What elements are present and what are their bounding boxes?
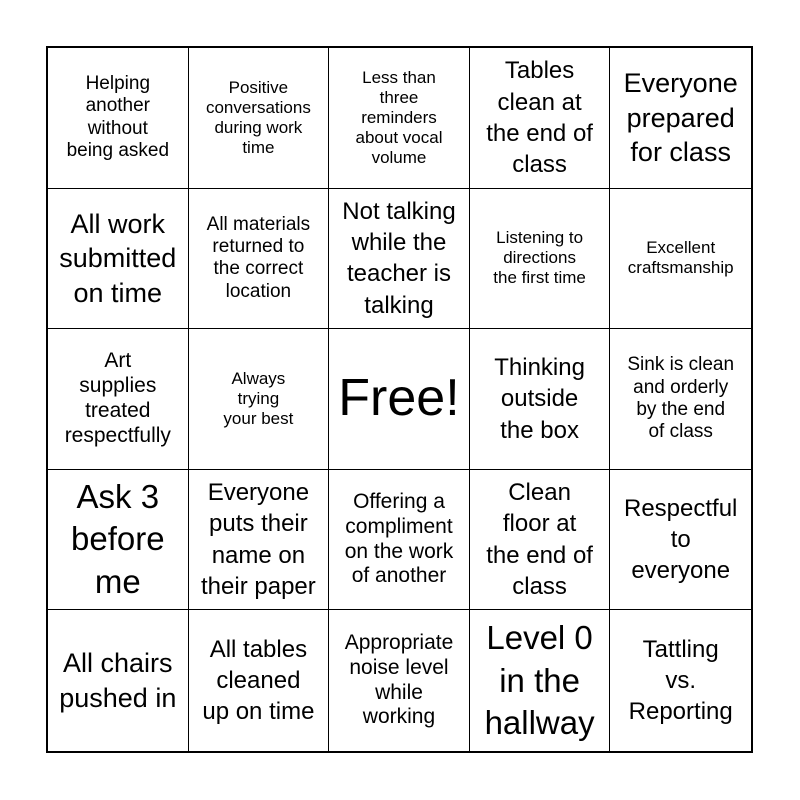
cell-text: All work submitted on time [59, 208, 177, 308]
bingo-cell[interactable] [610, 470, 751, 611]
cell-text: Ask 3 before me [71, 478, 165, 600]
bingo-cell[interactable] [329, 470, 470, 611]
cell-text: Sink is clean and orderly by the end of class [627, 354, 735, 443]
cell-text: Tattling vs. Reporting [628, 635, 733, 726]
bingo-cell[interactable] [189, 610, 330, 751]
bingo-cell[interactable] [470, 610, 611, 751]
cell-text: All chairs pushed in [59, 648, 177, 713]
bingo-cell[interactable] [470, 48, 611, 189]
cell-text: All tables cleaned up on time [202, 635, 315, 726]
cell-text: Tables clean at the end of class [486, 57, 593, 178]
cell-text: Not talking while the teacher is talking [342, 198, 456, 319]
cell-text: Everyone prepared for class [623, 67, 738, 168]
bingo-cell[interactable] [329, 48, 470, 189]
cell-text: Less than three reminders about vocal volume [355, 67, 443, 167]
cell-text: Appropriate noise level while working [344, 631, 454, 729]
bingo-cell[interactable] [189, 470, 330, 611]
cell-text: Level 0 in the hallway [484, 619, 595, 741]
bingo-cell[interactable] [329, 189, 470, 330]
bingo-cell[interactable] [48, 48, 189, 189]
cell-text: Thinking outside the box [494, 354, 585, 444]
cell-text: Always trying your best [223, 368, 294, 429]
bingo-cell[interactable] [48, 189, 189, 330]
cell-text: Positive conversations during work time [205, 77, 311, 157]
bingo-cell[interactable] [610, 610, 751, 751]
bingo-cell[interactable] [470, 329, 611, 470]
bingo-cell[interactable] [610, 189, 751, 330]
bingo-cell[interactable] [48, 470, 189, 611]
bingo-cell[interactable] [610, 48, 751, 189]
bingo-board [46, 46, 753, 753]
cell-text: Helping another without being asked [66, 72, 170, 162]
cell-text: Excellent craftsmanship [627, 238, 734, 278]
cell-text: Everyone puts their name on their paper [201, 479, 316, 600]
cell-text: Art supplies treated respectfully [64, 349, 171, 447]
cell-text: Offering a compliment on the work of another [344, 490, 454, 588]
bingo-cell[interactable] [610, 329, 751, 470]
cell-text: Clean floor at the end of class [486, 479, 593, 600]
bingo-cell[interactable] [48, 329, 189, 470]
cell-text: Listening to directions the first time [493, 228, 586, 288]
bingo-cell[interactable] [329, 610, 470, 751]
bingo-cell[interactable] [189, 48, 330, 189]
cell-text: Respectful to everyone [624, 494, 738, 585]
bingo-cell[interactable] [48, 610, 189, 751]
bingo-cell[interactable] [189, 189, 330, 330]
bingo-cell[interactable] [470, 470, 611, 611]
bingo-cell[interactable] [470, 189, 611, 330]
bingo-cell[interactable] [189, 329, 330, 470]
free-space-cell[interactable] [329, 329, 470, 470]
free-space-text: Free! [338, 369, 460, 428]
cell-text: All materials returned to the correct location [206, 213, 311, 302]
